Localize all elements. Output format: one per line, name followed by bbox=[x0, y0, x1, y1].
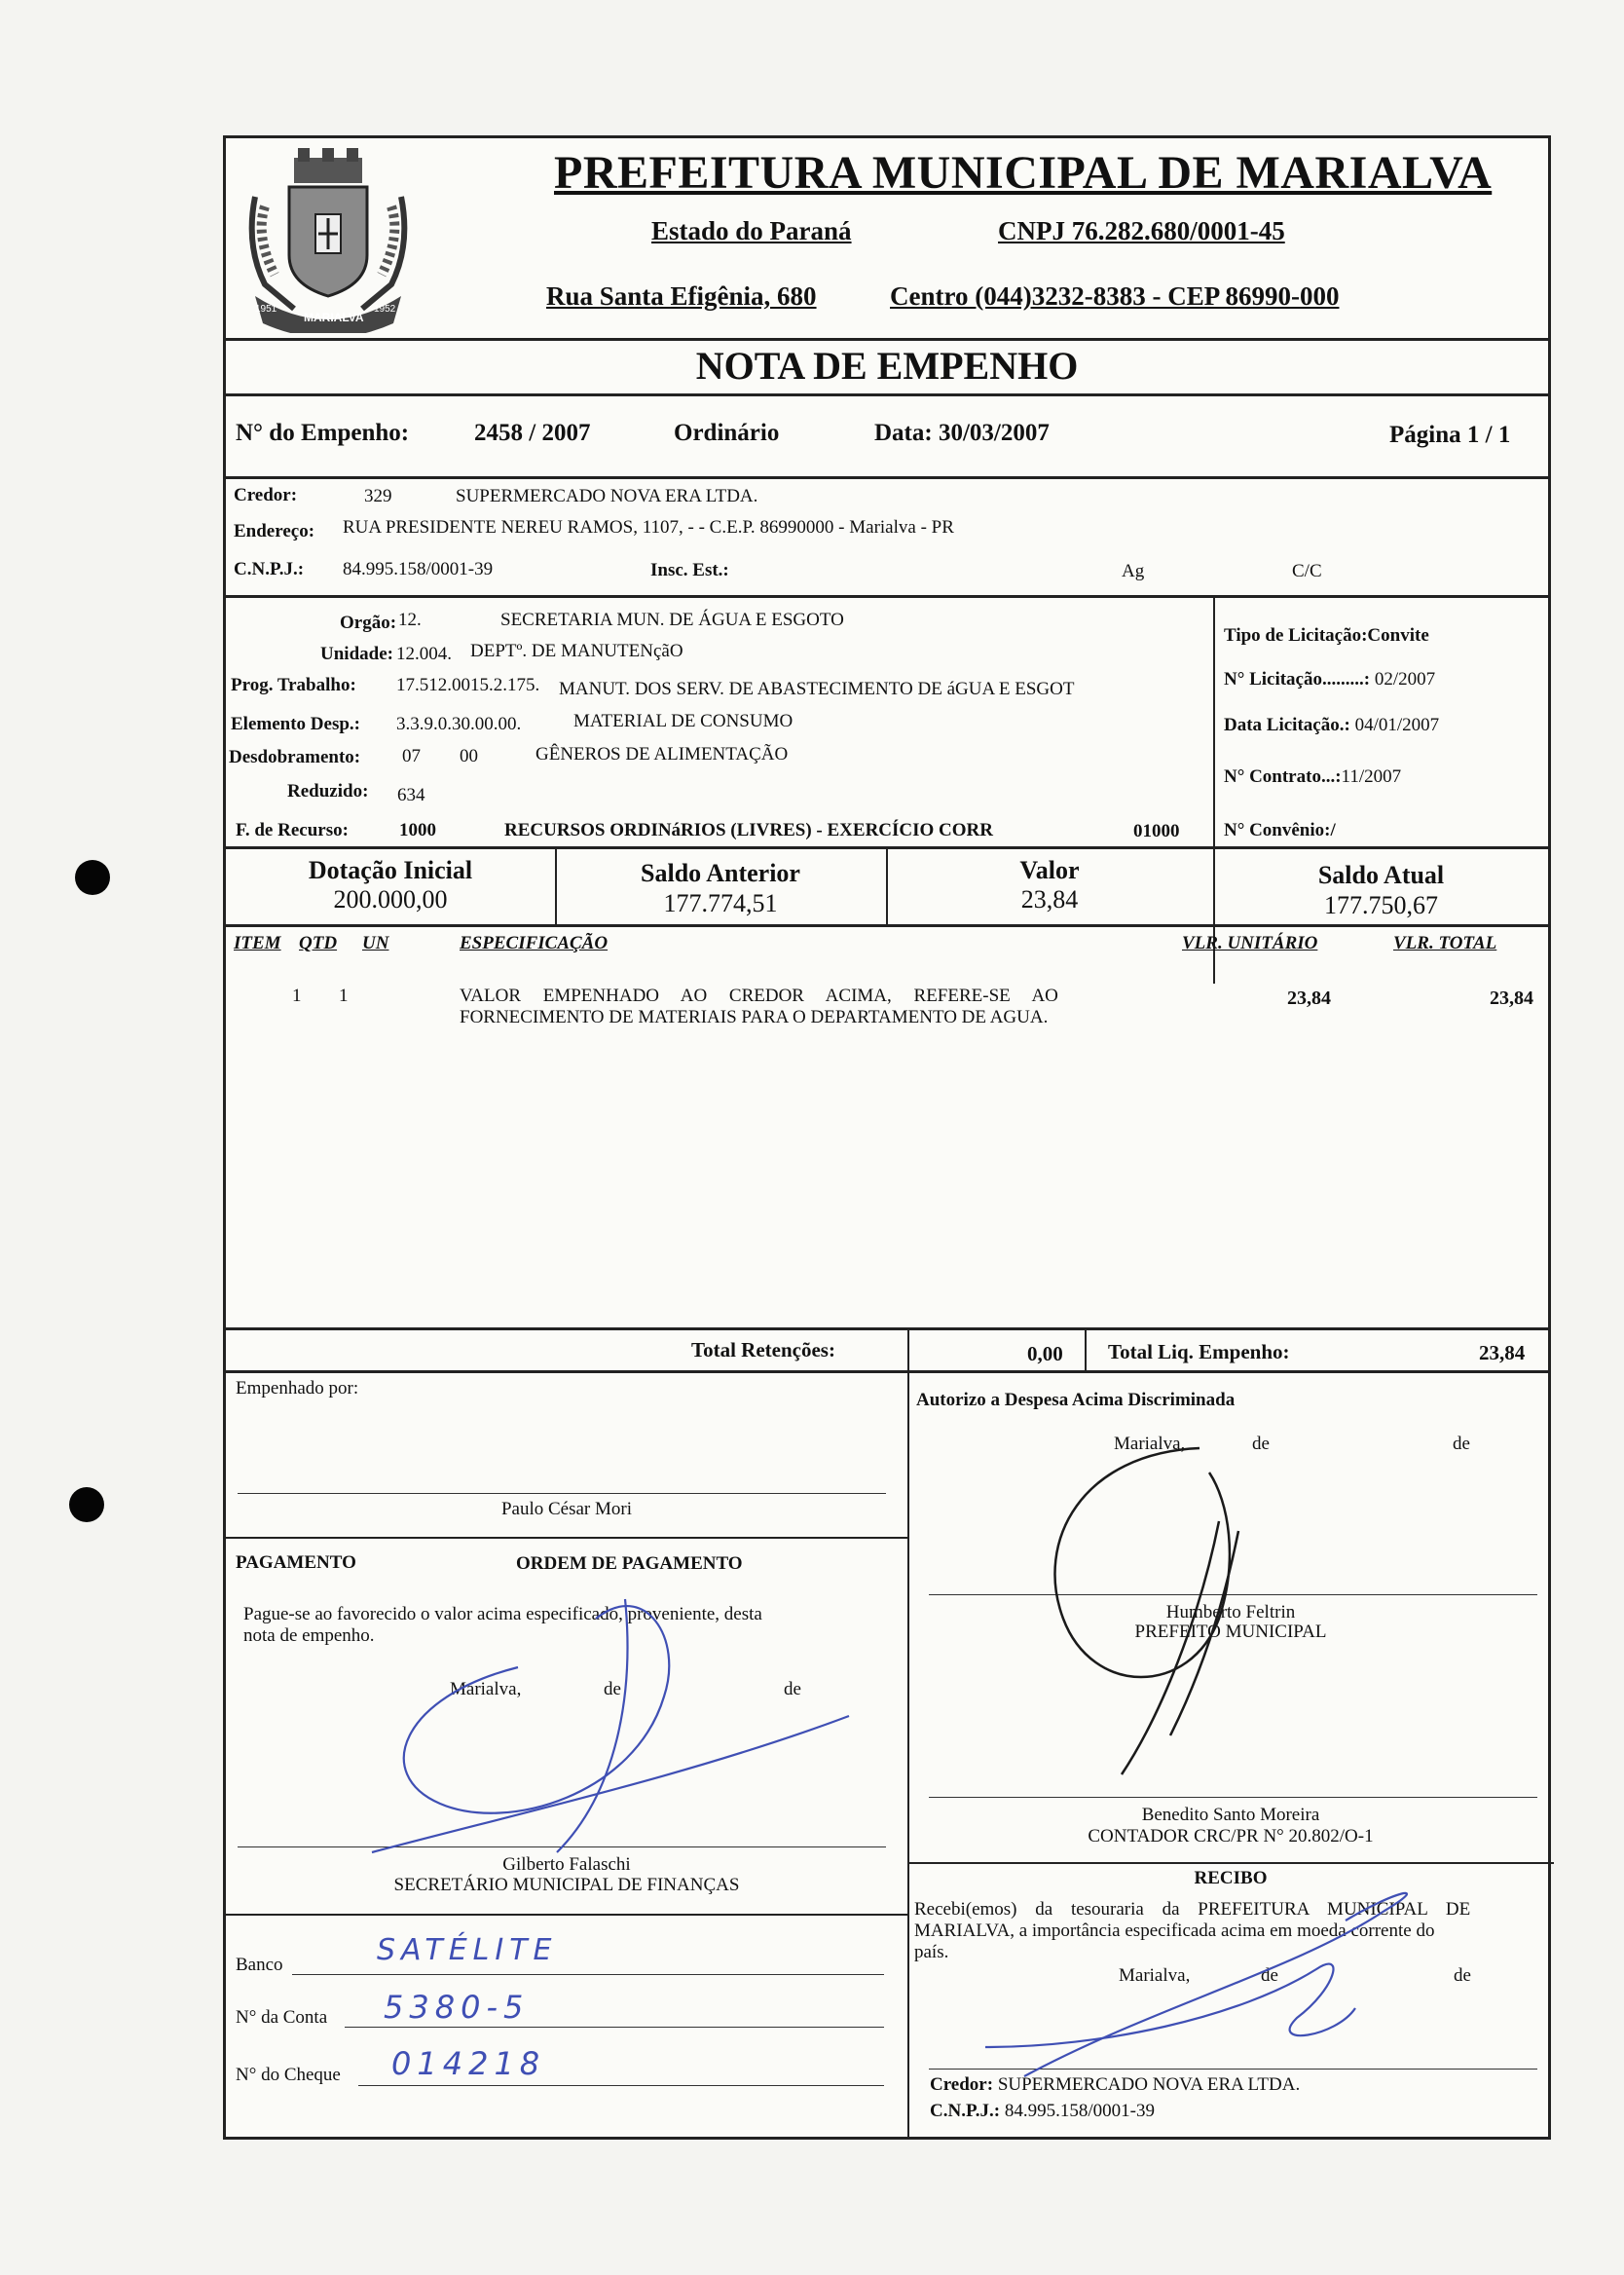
liquido-label: Total Liq. Empenho: bbox=[1108, 1340, 1290, 1363]
saldo-anterior-label: Saldo Anterior bbox=[641, 859, 800, 887]
header-street: Rua Santa Efigênia, 680 bbox=[546, 281, 817, 311]
recibo-signature bbox=[985, 1893, 1407, 2076]
retencoes-label: Total Retenções: bbox=[691, 1338, 835, 1361]
reduzido-value: 634 bbox=[397, 785, 425, 805]
elemento-code: 3.3.9.0.30.00.00. bbox=[396, 714, 522, 734]
recibo-text-line3: país. bbox=[914, 1942, 949, 1962]
item-unit-value: 23,84 bbox=[1287, 988, 1331, 1009]
credor-address: RUA PRESIDENTE NEREU RAMOS, 1107, - - C.E.P. 86990000 - Marialva - PR bbox=[343, 517, 954, 538]
item-spec-line2: FORNECIMENTO DE MATERIAIS PARA O DEPARTAMENTO DE AGUA. bbox=[460, 1007, 1049, 1027]
recibo-cnpj: 84.995.158/0001-39 bbox=[1004, 2101, 1155, 2121]
item-number: 1 bbox=[292, 986, 302, 1006]
cnpj-label: C.N.P.J.: bbox=[234, 559, 305, 579]
recibo-text-line1: Recebi(emos) da tesouraria da PREFEITURA MUNICIPAL DE bbox=[914, 1899, 1471, 1920]
autorizo-de1: de bbox=[1252, 1434, 1270, 1454]
credor-name: SUPERMERCADO NOVA ERA LTDA. bbox=[456, 486, 758, 506]
svg-text:1951: 1951 bbox=[255, 304, 277, 315]
address-label: Endereço: bbox=[234, 521, 315, 541]
punch-hole-top bbox=[75, 860, 110, 895]
empenho-number: 2458 / 2007 bbox=[474, 420, 591, 446]
contador-name: Benedito Santo Moreira bbox=[1141, 1805, 1320, 1825]
convenio: N° Convênio:/ bbox=[1224, 820, 1336, 840]
recibo-cnpj-label: C.N.P.J.: bbox=[930, 2101, 1001, 2121]
empenhado-label: Empenhado por: bbox=[236, 1378, 359, 1399]
licitacao-date: 04/01/2007 bbox=[1354, 715, 1440, 735]
conta-value: 5380-5 bbox=[384, 1989, 530, 2026]
unidade-label: Unidade: bbox=[320, 644, 393, 664]
contrato-number: 11/2007 bbox=[1341, 766, 1402, 787]
svg-text:1952: 1952 bbox=[374, 304, 396, 315]
pagamento-text-line1: Pague-se ao favorecido o valor acima especificado, proveniente, desta bbox=[243, 1604, 762, 1624]
recibo-de1: de bbox=[1261, 1965, 1278, 1986]
header-cnpj: CNPJ 76.282.680/0001-45 bbox=[998, 216, 1285, 245]
secretario-title: SECRETÁRIO MUNICIPAL DE FINANÇAS bbox=[393, 1875, 740, 1895]
autorizo-city: Marialva, bbox=[1114, 1434, 1186, 1454]
pagamento-text-line2: nota de empenho. bbox=[243, 1625, 375, 1646]
contador-title: CONTADOR CRC/PR N° 20.802/O-1 bbox=[1088, 1826, 1374, 1846]
col-un: UN bbox=[362, 933, 389, 953]
nota-de-empenho-form bbox=[223, 135, 1551, 2140]
conta-label: N° da Conta bbox=[236, 2007, 328, 2028]
reduzido-label: Reduzido: bbox=[287, 781, 369, 802]
credor-label: Credor: bbox=[234, 485, 298, 505]
saldo-anterior-value: 177.774,51 bbox=[663, 889, 778, 917]
licitacao-number: 02/2007 bbox=[1374, 669, 1436, 690]
recibo-credor-label: Credor: bbox=[930, 2074, 994, 2095]
pagamento-de2: de bbox=[784, 1679, 801, 1699]
recibo-text-line2: MARIALVA, a importância especificada acima em moeda corrente do bbox=[914, 1921, 1435, 1941]
banco-label: Banco bbox=[236, 1955, 283, 1975]
signatures-overlay bbox=[226, 138, 1554, 2143]
col-spec: ESPECIFICAÇÃO bbox=[460, 933, 609, 953]
recurso-desc: RECURSOS ORDINáRIOS (LIVRES) - EXERCÍCIO CORR bbox=[504, 820, 993, 840]
recurso-number: 01000 bbox=[1133, 821, 1180, 841]
dotacao-value: 200.000,00 bbox=[333, 885, 448, 914]
prefeito-name: Humberto Feltrin bbox=[1165, 1602, 1296, 1622]
svg-text:MARIALVA: MARIALVA bbox=[304, 311, 364, 324]
retencoes-value: 0,00 bbox=[1027, 1342, 1063, 1365]
empenho-date: Data: 30/03/2007 bbox=[874, 420, 1050, 446]
contrato-label: N° Contrato...: bbox=[1224, 766, 1342, 787]
empenho-type: Ordinário bbox=[674, 420, 780, 446]
empenho-number-label: N° do Empenho: bbox=[236, 420, 410, 446]
item-total-value: 23,84 bbox=[1490, 988, 1533, 1009]
secretario-name: Gilberto Falaschi bbox=[502, 1854, 631, 1875]
desdobramento-label: Desdobramento: bbox=[229, 747, 361, 767]
recibo-city: Marialva, bbox=[1119, 1965, 1191, 1986]
prog-desc: MANUT. DOS SERV. DE ABASTECIMENTO DE áGUA E ESGOT bbox=[559, 679, 1075, 699]
orgao-desc: SECRETARIA MUN. DE ÁGUA E ESGOTO bbox=[500, 610, 844, 630]
col-unit-value: VLR. UNITÁRIO bbox=[1182, 933, 1318, 953]
recurso-code: 1000 bbox=[399, 820, 436, 840]
banco-value: SATÉLITE bbox=[377, 1933, 558, 1967]
ag-label: Ag bbox=[1122, 561, 1145, 581]
insc-est-label: Insc. Est.: bbox=[650, 560, 729, 580]
cheque-label: N° do Cheque bbox=[236, 2065, 341, 2085]
secretario-signature bbox=[372, 1599, 849, 1852]
pagamento-city: Marialva, bbox=[450, 1679, 522, 1699]
recurso-label: F. de Recurso: bbox=[236, 820, 349, 840]
autorizo-de2: de bbox=[1453, 1434, 1470, 1454]
tipo-licitacao-text: Tipo de Licitação:Convite bbox=[1224, 625, 1429, 646]
licitacao-date-label: Data Licitação.: bbox=[1224, 715, 1350, 735]
unidade-desc: DEPTº. DE MANUTENçãO bbox=[470, 641, 683, 661]
cc-label: C/C bbox=[1292, 561, 1322, 581]
orgao-code: 12. bbox=[398, 610, 422, 630]
ordem-pagamento-label: ORDEM DE PAGAMENTO bbox=[516, 1553, 743, 1574]
header-contact: Centro (044)3232-8383 - CEP 86990-000 bbox=[890, 281, 1340, 311]
empenhado-name: Paulo César Mori bbox=[500, 1499, 633, 1519]
recibo-title: RECIBO bbox=[1194, 1868, 1268, 1888]
saldo-atual-label: Saldo Atual bbox=[1317, 861, 1445, 889]
pagamento-label: PAGAMENTO bbox=[236, 1552, 356, 1573]
credor-cnpj: 84.995.158/0001-39 bbox=[343, 559, 494, 579]
valor-value: 23,84 bbox=[1020, 885, 1079, 914]
pagamento-de1: de bbox=[604, 1679, 621, 1699]
prefeito-title: PREFEITO MUNICIPAL bbox=[1134, 1622, 1327, 1642]
punch-hole-bottom bbox=[69, 1487, 104, 1522]
col-item: ITEM bbox=[234, 933, 281, 953]
saldo-atual-value: 177.750,67 bbox=[1324, 891, 1438, 919]
autorizo-title: Autorizo a Despesa Acima Discriminada bbox=[916, 1390, 1236, 1410]
desdobramento-a: 07 bbox=[402, 746, 421, 766]
recibo-de2: de bbox=[1454, 1965, 1471, 1986]
prog-label: Prog. Trabalho: bbox=[231, 675, 356, 695]
doc-title: NOTA DE EMPENHO bbox=[695, 344, 1079, 388]
orgao-label: Orgão: bbox=[340, 613, 397, 633]
licitacao-number-label: N° Licitação.........: bbox=[1224, 669, 1371, 690]
header-title: PREFEITURA MUNICIPAL DE MARIALVA bbox=[554, 147, 1493, 199]
prog-code: 17.512.0015.2.175. bbox=[396, 675, 540, 695]
elemento-desc: MATERIAL DE CONSUMO bbox=[573, 711, 794, 731]
elemento-label: Elemento Desp.: bbox=[231, 714, 360, 734]
item-qtd: 1 bbox=[339, 986, 349, 1006]
desdobramento-b: 00 bbox=[460, 746, 478, 766]
credor-code: 329 bbox=[364, 486, 392, 506]
cheque-value: 014218 bbox=[391, 2045, 546, 2082]
valor-label: Valor bbox=[1019, 856, 1080, 884]
empenho-page: Página 1 / 1 bbox=[1389, 422, 1511, 448]
item-spec-line1: VALOR EMPENHADO AO CREDOR ACIMA, REFERE-SE AO bbox=[460, 986, 1058, 1006]
recibo-credor-name: SUPERMERCADO NOVA ERA LTDA. bbox=[997, 2074, 1301, 2095]
col-qtd: QTD bbox=[299, 933, 338, 953]
prefeito-signature bbox=[1054, 1448, 1238, 1774]
liquido-value: 23,84 bbox=[1479, 1341, 1526, 1364]
desdobramento-desc: GÊNEROS DE ALIMENTAÇÃO bbox=[535, 744, 789, 765]
unidade-code: 12.004. bbox=[396, 644, 452, 664]
header-state: Estado do Paraná bbox=[651, 216, 852, 245]
col-total-value: VLR. TOTAL bbox=[1393, 933, 1497, 953]
dotacao-label: Dotação Inicial bbox=[308, 856, 473, 884]
